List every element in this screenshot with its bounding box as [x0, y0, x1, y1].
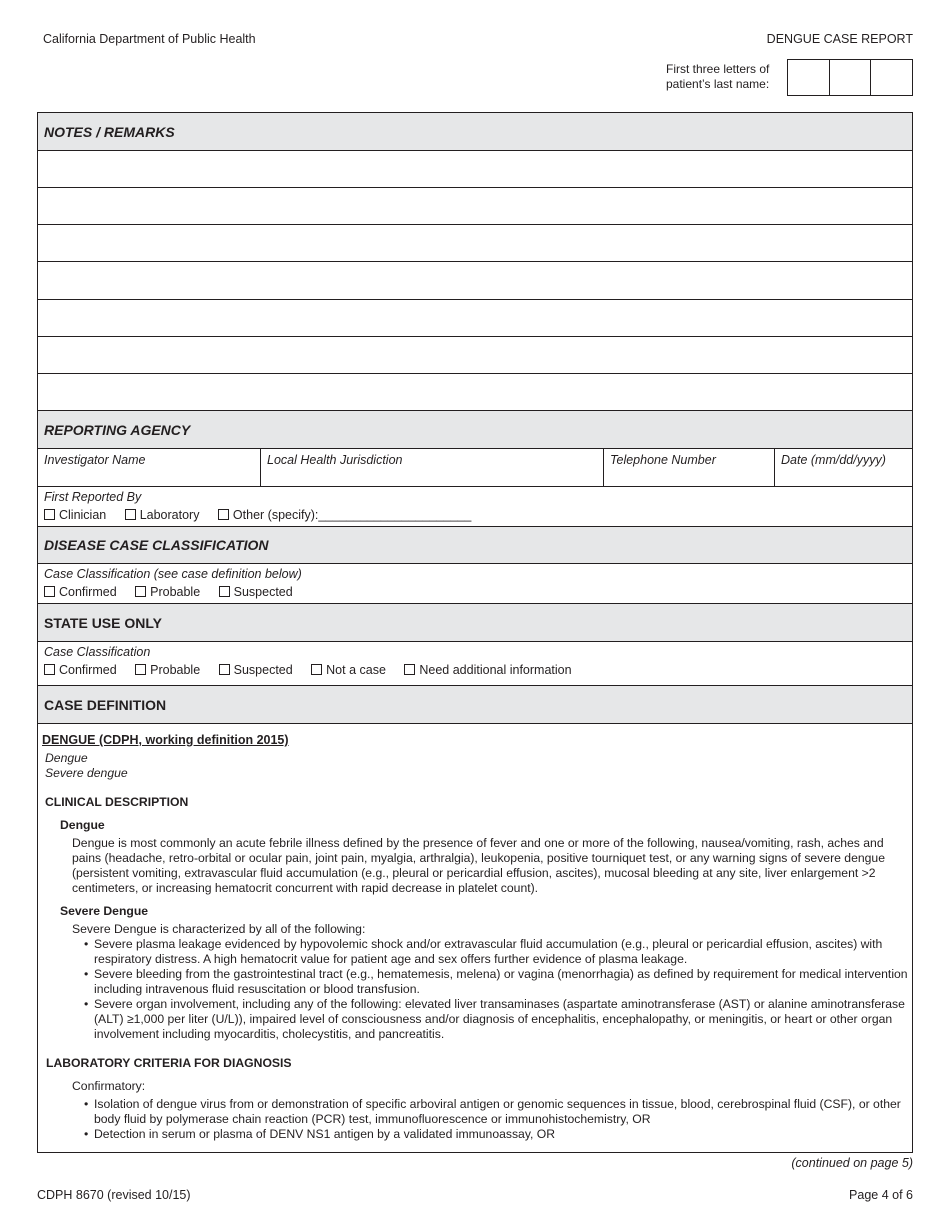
notes-line-2[interactable]	[38, 188, 912, 225]
initials-label-line1: First three letters of	[666, 62, 770, 76]
severe-dengue-heading: Severe Dengue	[60, 904, 149, 918]
state-confirmed-label: Confirmed	[59, 663, 117, 677]
notes-section-header	[38, 113, 912, 151]
checkbox-icon	[219, 664, 230, 675]
reporting-agency-header	[38, 411, 912, 449]
severe-criterion-3: • Severe organ involvement, including any of the following: elevated liver transaminases (aspartate aminotransferase (AST) or alanine aminotransferase (ALT) ≥1,000 per liter (U/L)), impaired level of consciousness and/or diagnosis of encephalitis, encephalopathy, or meningitis, or heart or other organ involvement including myocarditis, cholecystitis, and pancreatitis.	[84, 997, 908, 1042]
case-definition-title: CASE DEFINITION	[44, 696, 167, 713]
lab-criterion-1: • Isolation of dengue virus from or demonstration of specific arboviral antigen or genomic sequences in tissue, blood, cerebrospinal fluid (CSF), or other body fluid by polymerase chain reaction (PCR) test, immunofluorescence or immunohistochemistry, OR	[84, 1097, 908, 1127]
checkbox-confirmed[interactable]	[44, 585, 117, 599]
initials-label-line2: patient’s last name:	[666, 77, 770, 91]
state-checkbox-probable[interactable]	[135, 663, 200, 677]
notes-line-6[interactable]	[38, 337, 912, 374]
state-checkbox-confirmed[interactable]	[44, 663, 117, 677]
clinician-label: Clinician	[59, 508, 107, 522]
subtype-dengue: Dengue	[45, 751, 88, 765]
state-need-info-label: Need additional information	[419, 663, 572, 677]
initials-boxes	[787, 59, 913, 96]
checkbox-laboratory[interactable]	[125, 508, 200, 522]
severe-criterion-1: • Severe plasma leakage evidenced by hypovolemic shock and/or extravascular fluid accumulation (e.g., pleural or pericardial effusion, ascites) with respiratory distress. A high hematocrit value for patient age and sex offers further evidence of plasma leakage.	[84, 937, 908, 967]
suspected-label: Suspected	[233, 585, 293, 599]
agency-name: California Department of Public Health	[43, 32, 256, 46]
dengue-heading: Dengue	[60, 818, 105, 832]
severe-dengue-intro: Severe Dengue is characterized by all of the following:	[72, 922, 366, 936]
laboratory-label: Laboratory	[139, 508, 200, 522]
disease-classification-row	[38, 564, 912, 604]
checkbox-other[interactable]	[218, 508, 471, 522]
probable-label: Probable	[150, 585, 201, 599]
initial-box-1[interactable]	[788, 60, 830, 95]
clinical-description-title: CLINICAL DESCRIPTION	[45, 795, 189, 809]
jurisdiction-label: Local Health Jurisdiction	[267, 453, 403, 467]
telephone-label: Telephone Number	[610, 453, 716, 467]
checkbox-icon	[125, 509, 136, 520]
state-checkbox-suspected[interactable]	[219, 663, 293, 677]
checkbox-probable[interactable]	[135, 585, 200, 599]
checkbox-icon	[44, 664, 55, 675]
checkbox-suspected[interactable]	[219, 585, 293, 599]
notes-line-4[interactable]	[38, 262, 912, 300]
notes-line-1[interactable]	[38, 151, 912, 188]
telephone-field[interactable]	[604, 449, 775, 486]
severe-criterion-2: • Severe bleeding from the gastrointestinal tract (e.g., hematemesis, melena) or vagina (menorrhagia) as defined by requirement for medical intervention including intravenous fluid resuscitation or blood transfusion.	[84, 967, 908, 997]
notes-line-5[interactable]	[38, 300, 912, 337]
state-use-header	[38, 604, 912, 642]
subtype-list	[45, 751, 128, 781]
state-classification-label: Case Classification	[44, 645, 151, 659]
initials-label	[666, 62, 784, 92]
checkbox-icon	[218, 509, 229, 520]
disease-classification-header	[38, 527, 912, 564]
local-health-jurisdiction-field[interactable]	[261, 449, 604, 486]
first-reported-row	[38, 487, 912, 527]
state-suspected-label: Suspected	[233, 663, 293, 677]
form-id: CDPH 8670 (revised 10/15)	[37, 1188, 191, 1202]
report-title: DENGUE CASE REPORT	[766, 32, 913, 46]
severe-criteria-list	[84, 937, 908, 1042]
checkbox-icon	[311, 664, 322, 675]
checkbox-icon	[44, 509, 55, 520]
dengue-description: Dengue is most commonly an acute febrile illness defined by the presence of fever and one or more of the following, nausea/vomiting, rash, aches and pains (headache, retro-orbital or ocular pain, joint pain, myalgia, arthralgia), leukopenia, positive tourniquet test, or any warning signs of severe dengue (persistent vomiting, extravascular fluid accumulation (e.g., pleural or pericardial effusion, ascites), mucosal bleeding at any site, liver enlargement >2 centimeters, or increasing hematocrit concurrent with rapid decrease in platelet count).	[72, 836, 885, 895]
first-reported-label: First Reported By	[44, 490, 142, 504]
checkbox-icon	[219, 586, 230, 597]
investigator-name-label: Investigator Name	[44, 453, 146, 467]
notes-line-3[interactable]	[38, 225, 912, 262]
continued-note: (continued on page 5)	[791, 1156, 913, 1170]
classification-label: Case Classification (see case definition below)	[44, 567, 302, 581]
initial-box-2[interactable]	[830, 60, 872, 95]
date-field[interactable]	[775, 449, 912, 486]
notes-title: NOTES / REMARKS	[44, 123, 175, 140]
checkbox-icon	[404, 664, 415, 675]
other-label: Other (specify):______________________	[232, 508, 472, 522]
confirmed-label: Confirmed	[59, 585, 117, 599]
state-not-a-case-label: Not a case	[326, 663, 386, 677]
notes-line-7[interactable]	[38, 374, 912, 411]
state-checkbox-need-info[interactable]	[404, 663, 571, 677]
page-number: Page 4 of 6	[849, 1188, 913, 1202]
lab-criteria-title: LABORATORY CRITERIA FOR DIAGNOSIS	[46, 1056, 292, 1070]
checkbox-clinician[interactable]	[44, 508, 106, 522]
state-checkbox-not-a-case[interactable]	[311, 663, 386, 677]
investigator-name-field[interactable]	[38, 449, 261, 486]
initial-box-3[interactable]	[871, 60, 912, 95]
checkbox-icon	[135, 664, 146, 675]
checkbox-icon	[135, 586, 146, 597]
report-form	[37, 112, 913, 1153]
lab-criteria-list	[84, 1097, 908, 1142]
confirmatory-label: Confirmatory:	[72, 1079, 146, 1093]
state-probable-label: Probable	[150, 663, 201, 677]
disease-classification-title: DISEASE CASE CLASSIFICATION	[44, 537, 269, 553]
state-use-title: STATE USE ONLY	[44, 614, 162, 631]
state-use-row	[38, 642, 912, 686]
date-label: Date (mm/dd/yyyy)	[781, 453, 886, 467]
subtype-severe-dengue: Severe dengue	[45, 766, 128, 780]
case-definition-header	[38, 686, 912, 724]
lab-criterion-2: • Detection in serum or plasma of DENV NS1 antigen by a validated immunoassay, OR	[84, 1127, 908, 1142]
definition-title: DENGUE (CDPH, working definition 2015)	[42, 733, 289, 747]
checkbox-icon	[44, 586, 55, 597]
reporting-agency-fields	[38, 449, 912, 487]
reporting-agency-title: REPORTING AGENCY	[44, 421, 191, 438]
